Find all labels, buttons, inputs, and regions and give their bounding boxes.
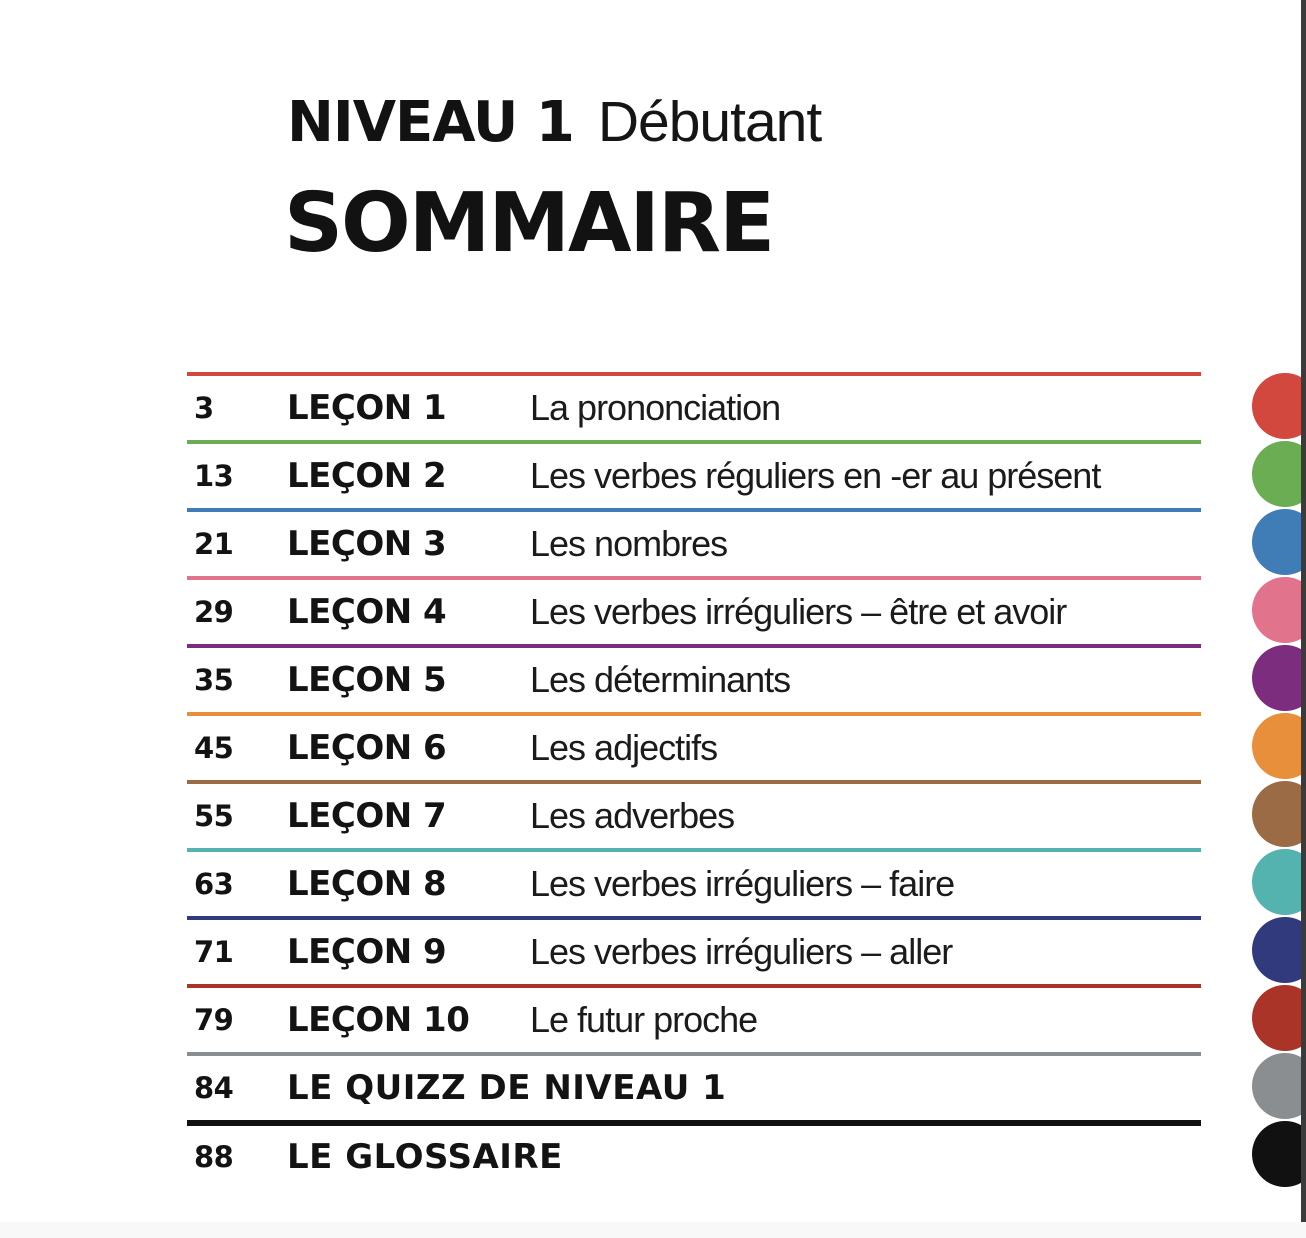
toc-lesson-label: LEÇON 8 xyxy=(287,864,447,904)
color-tab xyxy=(1252,373,1306,439)
toc-lesson-label: LEÇON 5 xyxy=(287,660,447,700)
color-tab xyxy=(1252,917,1306,983)
toc-lesson-label: LEÇON 10 xyxy=(287,1000,470,1040)
toc-page-number: 3 xyxy=(194,391,214,425)
color-tab xyxy=(1252,985,1306,1051)
toc-lesson-title: Les adverbes xyxy=(530,795,735,836)
color-tab xyxy=(1252,645,1306,711)
color-tab xyxy=(1252,441,1306,507)
color-tab xyxy=(1252,713,1306,779)
toc-lesson-title: Les verbes irréguliers – aller xyxy=(530,931,953,972)
color-tab xyxy=(1252,1121,1306,1187)
color-tab xyxy=(1252,509,1306,575)
toc-lesson-title: Les adjectifs xyxy=(530,727,718,768)
level-label: NIVEAU 1 xyxy=(287,90,574,155)
toc-lesson-label: LE QUIZZ DE NIVEAU 1 xyxy=(287,1068,727,1108)
toc-page-number: 21 xyxy=(194,527,234,561)
level-heading xyxy=(287,90,822,155)
page-title: SOMMAIRE xyxy=(284,176,774,271)
toc-lesson-title: Les verbes réguliers en -er au présent xyxy=(530,455,1101,496)
toc-lesson-label: LEÇON 4 xyxy=(287,592,447,632)
bottom-band xyxy=(0,1222,1306,1238)
toc-lesson-label: LEÇON 1 xyxy=(287,388,447,428)
toc-row[interactable] xyxy=(187,576,1201,644)
toc-row[interactable] xyxy=(187,984,1201,1052)
toc-lesson-label: LEÇON 3 xyxy=(287,524,447,564)
toc-page-number: 79 xyxy=(194,1003,234,1037)
toc-lesson-title: Les nombres xyxy=(530,523,728,564)
toc-row[interactable] xyxy=(187,1120,1201,1188)
toc-row[interactable] xyxy=(187,508,1201,576)
toc-lesson-title: La prononciation xyxy=(530,387,781,428)
toc-lesson-title: Les déterminants xyxy=(530,659,791,700)
toc-page-number: 63 xyxy=(194,867,234,901)
color-tab xyxy=(1252,781,1306,847)
color-tab xyxy=(1252,1053,1306,1119)
toc-page-number: 45 xyxy=(194,731,234,765)
toc-row[interactable] xyxy=(187,372,1201,440)
toc-list xyxy=(187,372,1201,1188)
toc-lesson-label: LEÇON 7 xyxy=(287,796,447,836)
page-edge-line xyxy=(1301,0,1306,1224)
toc-page-number: 55 xyxy=(194,799,234,833)
toc-row[interactable] xyxy=(187,440,1201,508)
level-sublabel: Débutant xyxy=(597,90,822,154)
toc-lesson-title: Le futur proche xyxy=(530,999,758,1040)
toc-lesson-label: LEÇON 6 xyxy=(287,728,447,768)
toc-row[interactable] xyxy=(187,916,1201,984)
toc-lesson-label: LE GLOSSAIRE xyxy=(287,1137,563,1177)
toc-lesson-title: Les verbes irréguliers – faire xyxy=(530,863,955,904)
toc-row[interactable] xyxy=(187,712,1201,780)
color-tab xyxy=(1252,849,1306,915)
toc-page-number: 35 xyxy=(194,663,234,697)
toc-page-number: 29 xyxy=(194,595,234,629)
toc-page-number: 71 xyxy=(194,935,234,969)
toc-row[interactable] xyxy=(187,848,1201,916)
toc-lesson-label: LEÇON 9 xyxy=(287,932,447,972)
color-tab xyxy=(1252,577,1306,643)
toc-row[interactable] xyxy=(187,780,1201,848)
toc-page-number: 13 xyxy=(194,459,234,493)
toc-row[interactable] xyxy=(187,644,1201,712)
toc-row[interactable] xyxy=(187,1052,1201,1120)
toc-page-number: 88 xyxy=(194,1140,234,1174)
toc-lesson-title: Les verbes irréguliers – être et avoir xyxy=(530,591,1067,632)
toc-page-number: 84 xyxy=(194,1071,234,1105)
toc-lesson-label: LEÇON 2 xyxy=(287,456,447,496)
